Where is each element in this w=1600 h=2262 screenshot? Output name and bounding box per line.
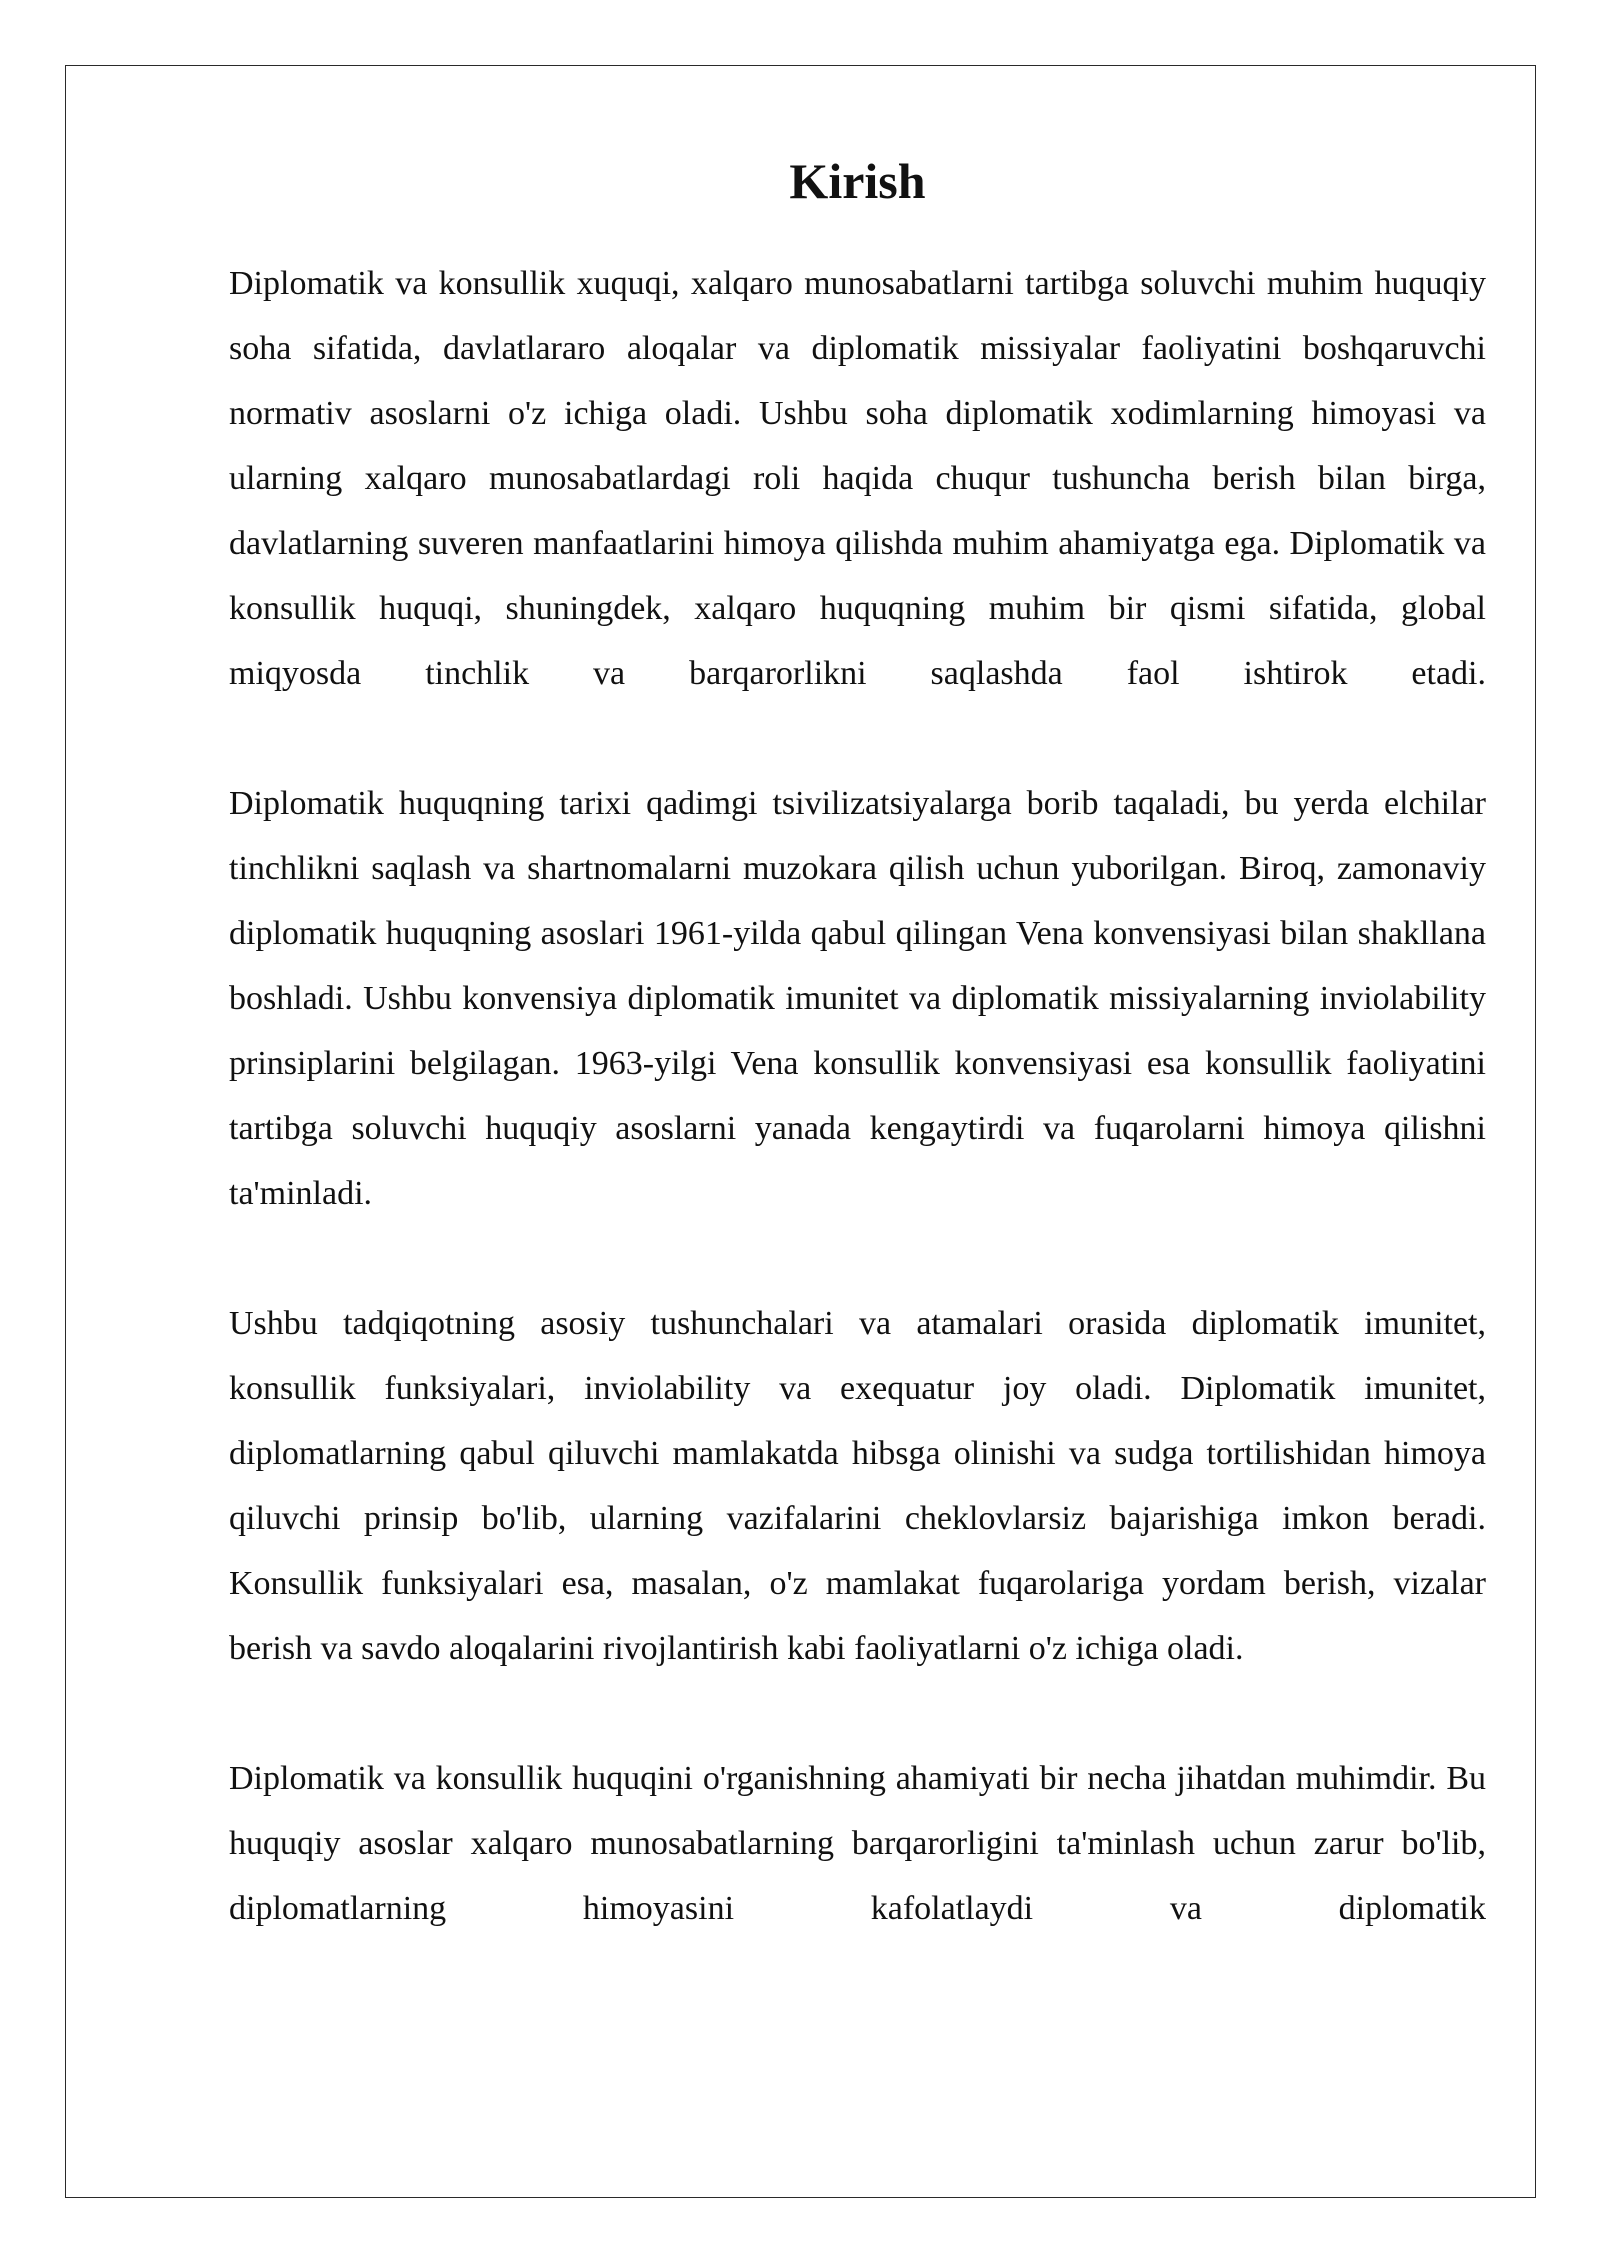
page-border [65,65,1536,2198]
page-content [229,66,1486,1941]
paragraph-3: Ushbu tadqiqotning asosiy tushunchalari va atamalari orasida diplomatik imunitet, konsullik funksiyalari, inviolability va exequatur joy oladi. Diplomatik imunitet, diplomatlarning qabul qiluvchi mamlakatda hibsga olinishi va sudga tortilishidan himoya qiluvchi prinsip bo'lib, ularning vazifalarini cheklovlarsiz bajarishiga imkon beradi. Konsullik funksiyalari esa, masalan, o'z mamlakat fuqarolariga yordam berish, vizalar berish va savdo aloqalarini rivojlantirish kabi faoliyatlarni o'z ichiga oladi. [229,1305,1486,1667]
page-title: Kirish [789,153,926,209]
paragraph-2: Diplomatik huquqning tarixi qadimgi tsivilizatsiyalarga borib taqaladi, bu yerda elchilar tinchlikni saqlash va shartnomalarni muzokara qilish uchun yuborilgan. Biroq, zamonaviy diplomatik huquqning asoslari 1961-yilda qabul qilingan Vena konvensiyasi bilan shakllana boshladi. Ushbu konvensiya diplomatik imunitet va diplomatik missiyalarning inviolability prinsiplarini belgilagan. 1963-yilgi Vena konsullik konvensiyasi esa konsullik faoliyatini tartibga soluvchi huquqiy asoslarni yanada kengaytirdi va fuqarolarni himoya qilishni ta'minladi. [229,785,1486,1212]
paragraph-4: Diplomatik va konsullik huquqini o'rganishning ahamiyati bir necha jihatdan muhimdir. Bu huquqiy asoslar xalqaro munosabatlarning barqarorligini ta'minlash uchun zarur bo'lib, diplomatlarning himoyasini kafolatlaydi va diplomatik [229,1760,1486,1927]
paragraph-gap [229,1681,1486,1746]
paragraph-gap [229,1226,1486,1291]
paragraph-1: Diplomatik va konsullik xuquqi, xalqaro munosabatlarni tartibga soluvchi muhim huquqiy soha sifatida, davlatlararo aloqalar va diplomatik missiyalar faoliyatini boshqaruvchi normativ asoslarni o'z ichiga oladi. Ushbu soha diplomatik xodimlarning himoyasi va ularning xalqaro munosabatlardagi roli haqida chuqur tushuncha berish bilan birga, davlatlarning suveren manfaatlarini himoya qilishda muhim ahamiyatga ega. Diplomatik va konsullik huquqi, shuningdek, xalqaro huquqning muhim bir qismi sifatida, global miqyosda tinchlik va barqarorlikni saqlashda faol ishtirok etadi. [229,265,1486,692]
paragraph-gap [229,706,1486,771]
